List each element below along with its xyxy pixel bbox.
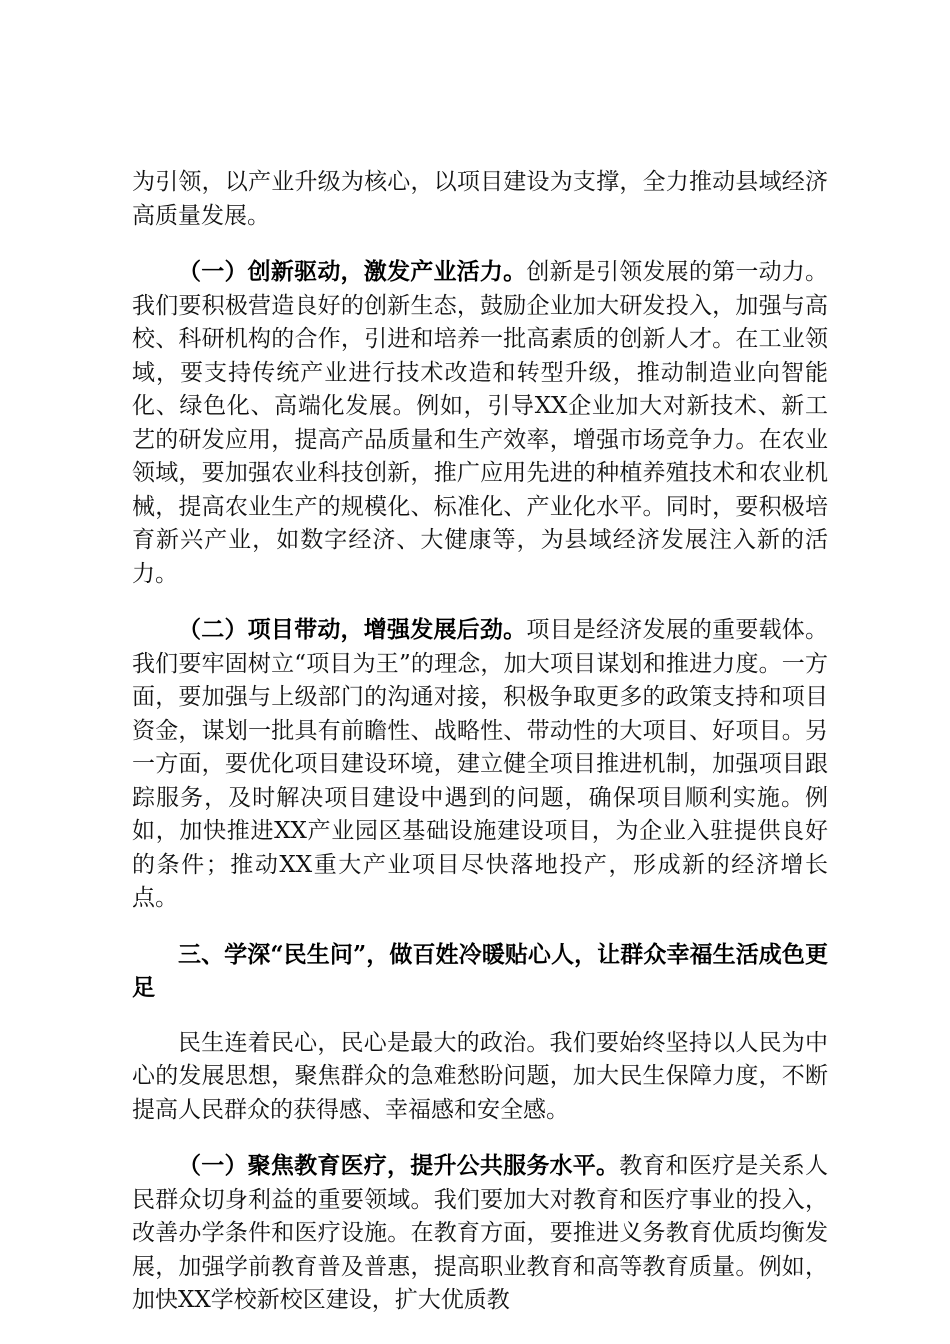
section-title-text: 三、学深“民生问”，做百姓冷暖贴心人，让群众幸福生活成色更足 (132, 940, 828, 1001)
paragraph-heading: （二）项目带动，增强发展后劲。 (178, 616, 527, 643)
paragraph-text: 民生连着民心，民心是最大的政治。我们要始终坚持以人民为中心的发展思想，聚焦群众的急难愁盼问题，加大民生保障力度，不断提高人民群众的获得感、幸福感和安全感。 (132, 1029, 828, 1123)
paragraph-projects (132, 613, 828, 916)
section-title (132, 938, 828, 1005)
paragraph-livelihood (132, 1027, 828, 1128)
paragraph-continuation (132, 166, 828, 233)
paragraph-education-medical (132, 1149, 828, 1318)
paragraph-text: 教育和医疗是关系人民群众切身利益的重要领域。我们要加大对教育和医疗事业的投入，改善办学条件和医疗设施。在教育方面，要推进义务教育优质均衡发展，加强学前教育普及普惠，提高职业教育和高等教育质量。例如，加快XX学校新校区建设，扩大优质教 (132, 1153, 829, 1313)
paragraph-heading: （一）聚焦教育医疗，提升公共服务水平。 (178, 1152, 620, 1179)
document-page (132, 166, 828, 1340)
paragraph-text: 创新是引领发展的第一动力。我们要积极营造良好的创新生态，鼓励企业加大研发投入，加强与高校、科研机构的合作，引进和培养一批高素质的创新人才。在工业领域，要支持传统产业进行技术改造和转型升级，推动制造业向智能化、绿色化、高端化发展。例如，引导XX企业加大对新技术、新工艺的研发应用，提高产品质量和生产效率，增强市场竞争力。在农业领域，要加强农业科技创新，推广应用先进的种植养殖技术和农业机械，提高农业生产的规模化、标准化、产业化水平。同时，要积极培育新兴产业，如数字经济、大健康等，为县域经济发展注入新的活力。 (132, 259, 829, 587)
paragraph-innovation (132, 255, 828, 591)
paragraph-text: 项目是经济发展的重要载体。我们要牢固树立“项目为王”的理念，加大项目谋划和推进力度。一方面，要加强与上级部门的沟通对接，积极争取更多的政策支持和项目资金，谋划一批具有前瞻性、战略性、带动性的大项目、好项目。另一方面，要优化项目建设环境，建立健全项目推进机制，加强项目跟踪服务，及时解决项目建设中遇到的问题，确保项目顺利实施。例如，加快推进XX产业园区基础设施建设项目，为企业入驻提供良好的条件；推动XX重大产业项目尽快落地投产，形成新的经济增长点。 (132, 617, 829, 911)
paragraph-text: 为引领，以产业升级为核心，以项目建设为支撑，全力推动县域经济高质量发展。 (132, 169, 828, 229)
paragraph-heading: （一）创新驱动，激发产业活力。 (178, 258, 527, 285)
